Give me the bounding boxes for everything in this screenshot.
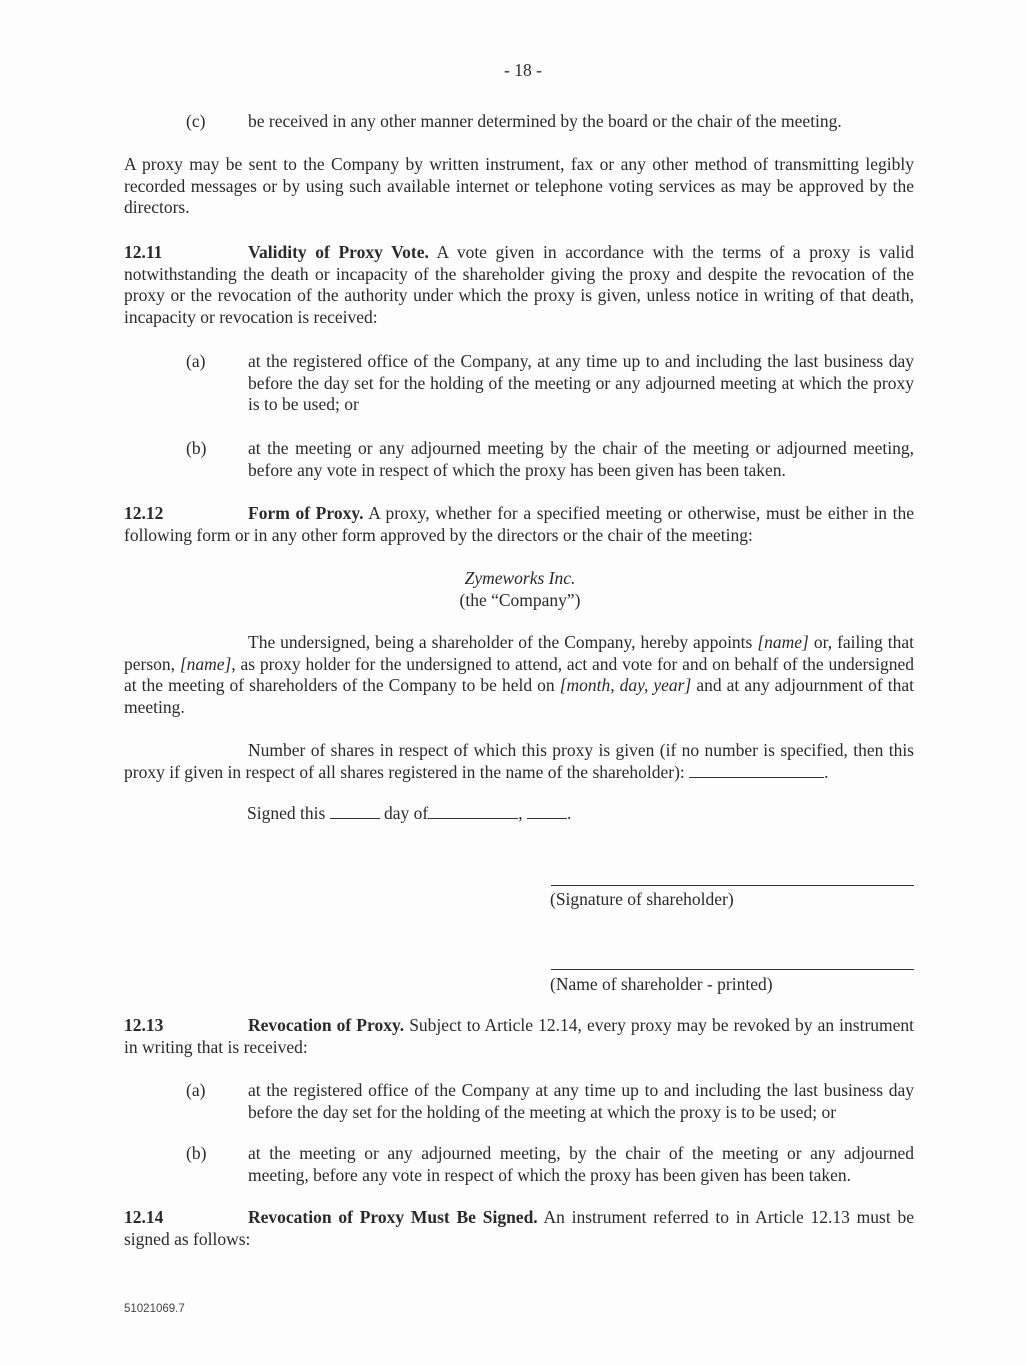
printed-name-line[interactable] [551,969,914,970]
day-of-label: day of [384,803,429,823]
page-number: - 18 - [504,60,542,80]
name-placeholder: [name] [757,632,809,652]
item-text: be received in any other manner determined by the board or the chair of the meeting. [248,111,842,131]
form-appointment-paragraph [124,632,914,718]
item-label: (b) [186,1143,207,1163]
appoint-text-2: or, failing that person, [124,632,914,674]
proxy-methods-paragraph: A proxy may be sent to the Company by written instrument, fax or any other method of transmitting legibly recorded messages or by using such available internet or telephone voting services as may be approved by the directors. [124,154,914,217]
section-title: Form of Proxy. [248,503,364,523]
section-text: Subject to Article 12.14, every proxy may be revoked by an instrument in writing that is received: [124,1015,915,1057]
section-number: 12.11 [124,242,163,262]
item-label: (c) [186,111,206,131]
appoint-text-3: , as proxy holder for the undersigned to attend, act and vote for and on behalf of the undersigned at the meeting of shareholders of the Company to be held on [124,653,914,695]
document-reference: 51021069.7 [124,1303,185,1315]
section-12-13 [124,1015,914,1058]
signature-label: (Signature of shareholder) [550,889,734,909]
section-text: An instrument referred to in Article 12.13 must be signed as follows: [124,1207,914,1249]
day-blank[interactable] [330,803,380,819]
item-text: at the meeting or any adjourned meeting, by the chair of the meeting or any adjourned meeting, before any vote in respect of which the proxy has been given has been taken. [248,1143,914,1185]
item-text: at the registered office of the Company, at any time up to and including the last business day before the day set for the holding of the meeting or any adjourned meeting at which the proxy is to be used; or [248,351,914,414]
section-title: Revocation of Proxy. [248,1015,405,1035]
date-placeholder: [month, day, year] [559,675,692,695]
section-12-12 [124,503,914,546]
year-blank[interactable] [527,803,567,819]
item-label: (a) [186,351,206,371]
signed-this-label: Signed this [247,803,326,823]
form-shares-paragraph: Number of shares in respect of which this proxy is given (if no number is specified, then this proxy if given in respect of all shares registered in the name of the shareholder): . [124,740,914,782]
section-text: A vote given in accordance with the terms of a proxy is valid notwithstanding the death or incapacity of the shareholder giving the proxy and despite the revocation of the proxy or the revocation of the authority under which the proxy is given, unless notice in writing of that death, incapacity or revocation is received: [124,242,914,327]
signature-line[interactable] [551,885,914,886]
month-blank[interactable] [428,803,518,819]
item-text: at the meeting or any adjourned meeting by the chair of the meeting or adjourned meeting, before any vote in respect of which the proxy has been given has been taken. [248,438,914,480]
item-c [124,111,914,133]
section-12-14 [124,1207,914,1250]
form-company-alias: (the “Company”) [459,590,581,610]
item-text: at the registered office of the Company at any time up to and including the last business day before the day set for the holding of the meeting at which the proxy is to be used; or [248,1080,914,1122]
section-number: 12.13 [124,1015,164,1035]
section-number: 12.12 [124,503,164,523]
section-title: Validity of Proxy Vote. [248,242,429,262]
section-12-11 [124,242,914,328]
appoint-text-1: The undersigned, being a shareholder of the Company, hereby appoints [248,632,758,652]
form-signed-line: Signed this day of , . [247,803,572,823]
appoint-text-4: and at any adjournment of that meeting. [124,675,914,717]
item-label: (b) [186,438,207,458]
form-company-name: Zymeworks Inc. [464,568,576,588]
shares-blank[interactable] [689,762,824,778]
section-number: 12.14 [124,1207,164,1227]
printed-name-label: (Name of shareholder - printed) [550,974,773,994]
name-placeholder: [name] [179,653,232,674]
section-title: Revocation of Proxy Must Be Signed. [248,1207,538,1227]
section-text: A proxy, whether for a specified meeting or otherwise, must be either in the following form or in any other form approved by the directors or the chair of the meeting: [124,503,914,545]
shares-text: Number of shares in respect of which this proxy is given (if no number is specified, then this proxy if given in respect of all shares registered in the name of the shareholder): [124,740,914,782]
item-label: (a) [186,1080,206,1100]
